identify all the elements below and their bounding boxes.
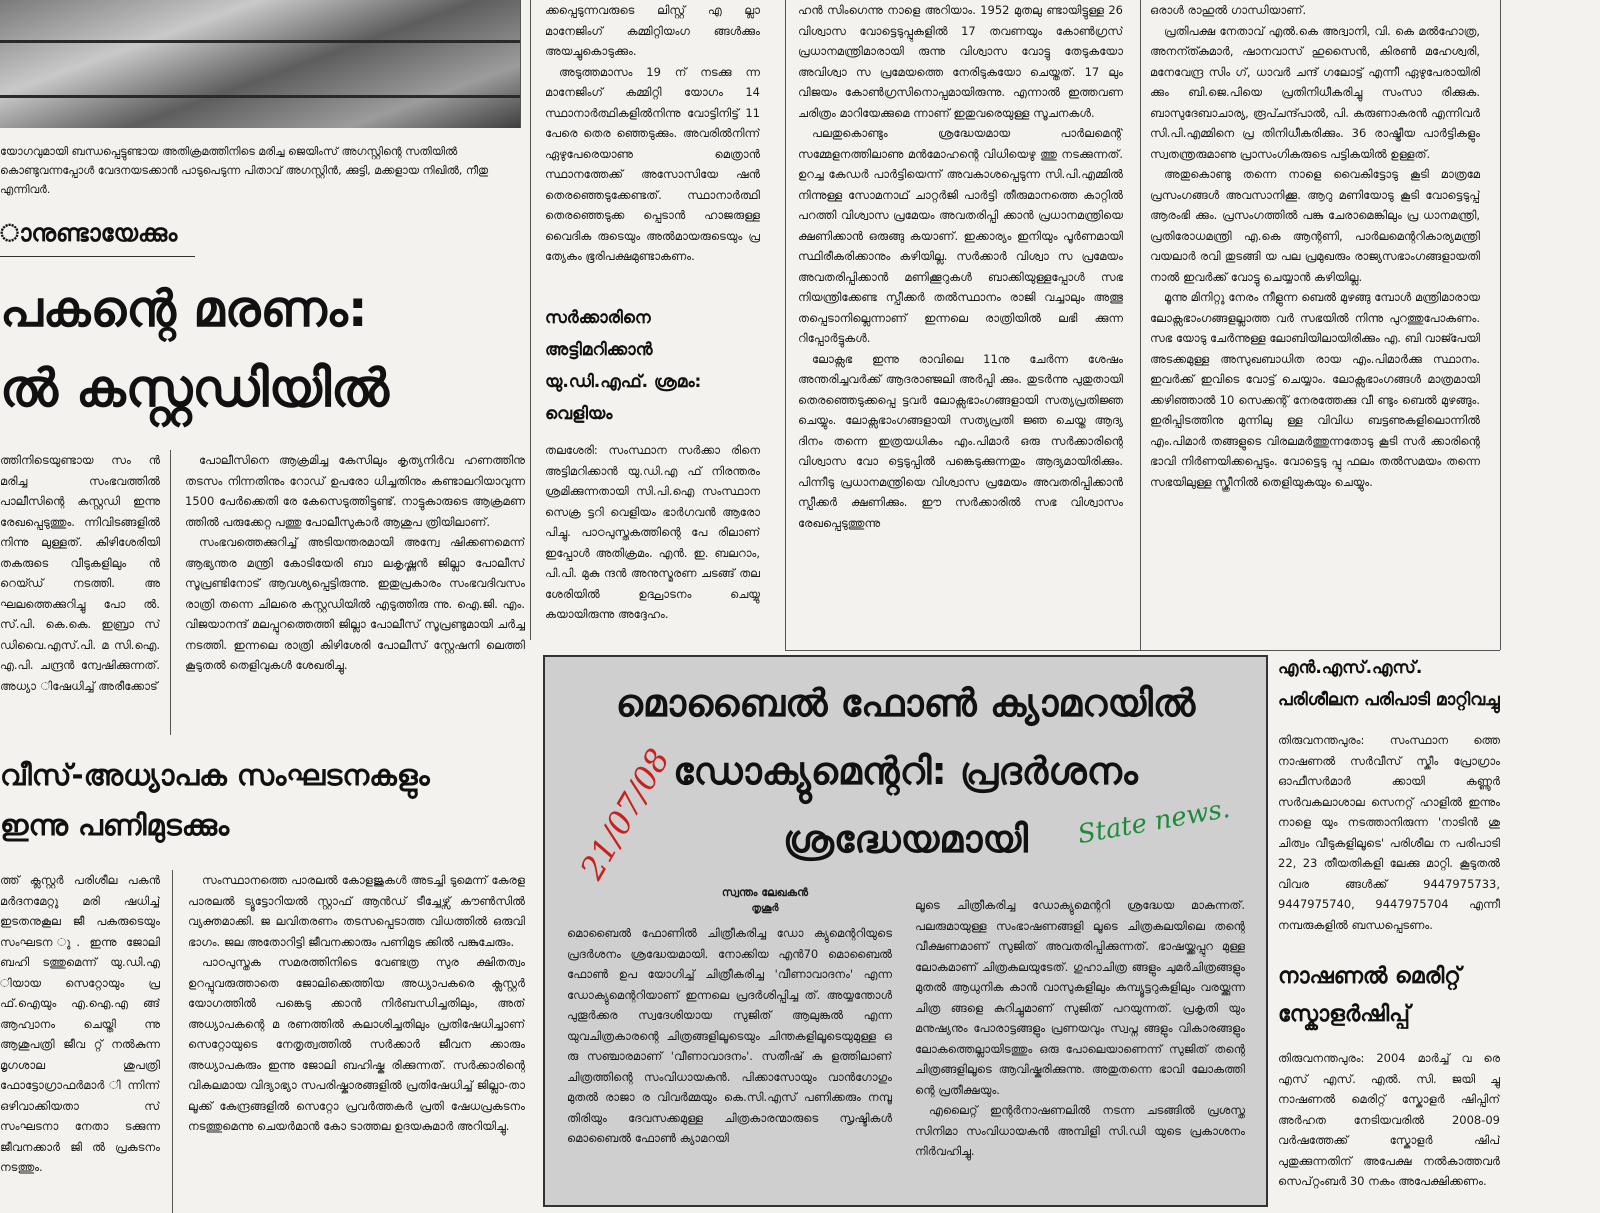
velliyam-headline: സർക്കാരിനെ അട്ടിമറിക്കാൻ യു.ഡി.എഫ്. ശ്രമം: വെളിയം bbox=[545, 308, 702, 424]
story-column: ക്കപ്പെടുന്നവരുടെ ലിസ്റ്റ് എ ല്ലാ മാനേജിംഗ് കമ്മിറ്റിയംഗ ങ്ങൾക്കും അയച്ചുകൊടുക്കും. അടുത്തമാസം 19 ന് നടക്കു ന്ന മാനേജിംഗ് കമ്മിറ്റി യോഗം 14 സ്ഥാനാർത്ഥികളിൽനിന്നു വോട്ടിനിട്ട് 11 പേരെ തെര ഞ്ഞെടുക്കും. അവരിൽനിന്ന് ഏഴുപേരെയാണു മെത്രാൻ സ്ഥാനത്തേക്ക് അസോസിയേ ഷൻ തെരഞ്ഞെടുക്കേണ്ടത്. സ്ഥാനാർത്ഥി തെരഞ്ഞെടുക്ക പ്പെടാൻ ഹാജരുള്ള വൈദിക രുടെയും അൽമായരുടെയും പ്ര ത്യേകം ഭൂരിപക്ഷമുണ്ടാകണം. bbox=[545, 3, 760, 263]
story-column: ഹൻ സിംഗെന്നു നാളെ അറിയാം. 1952 മുതലു ണ്ടായിട്ടുള്ള 26 വിശ്വാസ വോട്ടെടുപ്പുകളിൽ 17 തവണയും കോൺഗ്രസ് പ്രധാനമന്ത്രിമാരായി രുന്നു വിശ്വാസ വോട്ടു തേടുകയോ അവിശ്വാ സ പ്രമേയത്തെ നേരിടുകയോ ചെയ്തത്. 17 ലും വിജയം കോൺഗ്രസിനൊപ്പമായിരുന്നു. എന്നാൽ ഇത്തവണ ചരിത്രം മാറിയേക്കുമെ ന്നാണ് ഇതുവരെയുള്ള സൂചനകൾ. പലതുകൊണ്ടും ശ്രദ്ധേയമായ പാർലമെന്റ് സമ്മേളനത്തിലാണു മൻമോഹന്റെ വിധിയെഴു ത്തു നടക്കുന്നത്. ഉറച്ച കേഡർ പാർട്ടിയെന്ന് അവകാശപ്പെടുന്ന സി.പി.എമ്മിൽ നിന്നുള്ള സോമനാഥ് ചാറ്റർജി പാർട്ടി തീരുമാനത്തെ കാറ്റിൽ പറത്തി വിശ്വാസ പ്രമേയം അവതരിപ്പി ക്കാൻ പ്രധാനമന്ത്രിയെ ക്ഷണിക്കാൻ ഒരുങ്ങു കയാണ്. ഇക്കാര്യം ഇനിയും പൂർണമായി സ്ഥിരീകരിക്കാനും കഴിയില്ല. സർക്കാർ വിശ്വാ സ പ്രമേയം അവതരിപ്പിക്കാൻ മണിക്കൂറുകൾ ബാക്കിയുള്ളപ്പോൾ സഭ നിയന്ത്രിക്കേണ്ട സ്പീക്കർ തൽസ്ഥാനം രാജി വച്ചാലും അത്ഭു തപ്പെടാനില്ലെന്നാണ് ഇന്നലെ രാത്രിയിൽ ലഭി ക്കുന്ന റിപ്പോർട്ടുകൾ. ലോക്സഭ ഇന്നു രാവിലെ 11നു ചേർന്ന ശേഷം അന്തരിച്ചവർക്ക് ആദരാഞ്ജലി അർപ്പി ക്കും. തുടർന്നു പുതുതായി തെരഞ്ഞെടുക്കപ്പെ ട്ടവർ ലോക്സഭാംഗങ്ങളായി സത്യപ്രതിജ്ഞ ചെയ്യും. ലോക്സഭാംഗങ്ങളായി സത്യപ്രതി ജ്ഞ ചെയ്ത ആദ്യ ദിനം തന്നെ ഇത്രയധികം എം.പിമാർ ഒരു സർക്കാരിന്റെ വിശ്വാസ വോ ട്ടെടുപ്പിൽ പങ്കെടുക്കുന്നതും ആദ്യമായിരിക്കും. പിന്നീടു പ്രധാനമന്ത്രിയെ വിശ്വാസ പ്രമേയം അവതരിപ്പിക്കാൻ സ്പീക്കർ ക്ഷണിക്കും. ഈ സർക്കാരിൽ സഭ വിശ്വാസം രേഖപ്പെടുത്തുന്നു bbox=[798, 3, 1123, 530]
photo-caption: യോഗവുമായി ബന്ധപ്പെട്ടുണ്ടായ അതിക്രമത്തിനിടെ മരിച്ച ജെയിംസ് അഗസ്റ്റിന്റെ സതിയിൽ കൊണ്ടുവന്നപ്പോൾ വേദനയടക്കാൻ പാടുപെടുന്ന പിതാവ് അഗസ്റ്റിൻ, ക്കുട്ടി, മക്കളായ നിഖിൽ, നീതു എന്നിവർ. bbox=[0, 145, 489, 196]
story-column: തലശേരി: സംസ്ഥാന സർക്കാ രിനെ അട്ടിമറിക്കാൻ യു.ഡി.എ ഫ് നിരന്തരം ശ്രമിക്കുന്നതായി സി.പി.ഐ സംസ്ഥാന സെക്ര ട്ടറി വെളിയം ഭാർഗവൻ ആരോ പിച്ചു. പാഠപുസ്തകത്തിന്റെ പേ രിലാണ് ഇപ്പോൾ അതിക്രമം. എൻ. ഇ. ബലറാം, പി.പി. മുകു ന്ദൻ അനുസ്മരണ ചടങ്ങ് തല ശേരിയിൽ ഉദ്ഘാടനം ചെയ്യു കയായിരുന്നു അദ്ദേഹം. bbox=[545, 443, 760, 621]
strike-headline: വീസ്-അധ്യാപക സംഘടനകളും ഇന്നു പണിമുടക്കും bbox=[0, 758, 430, 842]
handwritten-note: State news. bbox=[1075, 793, 1233, 851]
story-column: ത്ത് ക്ലസ്റ്റർ പരിശീല പകൻ മർദനമേറ്റു മരി ഷധിച്ച് ഇടതനുകൂല ജീ പകരുടെയും സംഘടന ു. ഇന്നു ജോലി ബഹി ടത്തുമെന്ന് യു.ഡി.എ ിയായ സെറ്റോയും പ്ര ഫ്.ഐയും എ.ഐ.എ ങ്ങ് ആഹ്വാനം ചെയ്തി ന്നു ആശുപത്രി ജീവ റ്റ് നൽകുന്ന മൃഗശാല ശുപത്രി ഫോട്ടോഗ്രാഫർമാർ ിന്നിന്ന് ഒഴിവാക്കിയതാ സ് സംഘടനാ നേതാ ടക്കുന്ന ജീവനക്കാർ ജി ൽ പ്രകടനം നടത്തും. bbox=[0, 873, 160, 1174]
nss-headline: എൻ.എസ്.എസ്. പരിശീലന പരിപാടി മാറ്റിവച്ചു bbox=[1278, 658, 1500, 710]
story-column: പോലീസിനെ ആക്രമിച്ച കേസിലും കൃത്യനിർവ ഹണത്തിനു തടസം നിന്നതിനും റോഡ് ഉപരോ ധിച്ചതിനും കണ്ടാലറിയാവുന്ന 1500 പേർക്കെതി രേ കേസെടുത്തിട്ടുണ്ട്. നാട്ടുകാരുടെ ആക്രമണ ത്തിൽ പരുക്കേറ്റ പത്തു പോലീസുകാർ ആശുപ ത്രിയിലാണ്. സംഭവത്തെക്കുറിച്ച് അടിയന്തരമായി അന്വേ ഷിക്കണമെന്ന് ആഭ്യന്തര മന്ത്രി കോടിയേരി ബാ ലകൃഷ്ണൻ ജില്ലാ പോലീസ് സൂപ്രണ്ടിനോട് ആവശ്യപ്പെട്ടിരുന്നു. ഇതുപ്രകാരം സംഭവദിവസം രാത്രി തന്നെ ചിലരെ കസ്റ്റഡിയിൽ എടുത്തിരു ന്നു. ഐ.ജി. എം. വിജയാനന്ദ് മലപ്പുറത്തെത്തി ജില്ലാ പോലീസ് സൂപ്രണ്ടുമായി ചർച്ച നടത്തി. ഇന്നലെ രാത്രി കിഴിശേരി പോലീസ് സ്റ്റേഷനി ലെത്തി കൂടുതൽ തെളിവുകൾ ശേഖരിച്ചു. bbox=[185, 453, 525, 672]
boxed-headline: മൊബൈൽ ഫോൺ ക്യാമറയിൽ ഡോക്യുമെന്ററി: പ്രദർശനം ശ്രദ്ധേയമായി bbox=[615, 681, 1196, 861]
byline: സ്വന്തം ലേഖകൻ തൃശൂർ bbox=[721, 886, 809, 914]
story-column: തിരുവനന്തപുരം: 2004 മാർച്ച് വ രെ എസ് എസ്. എൽ. സി. ജയി ച്ചു നാഷണൽ മെരിറ്റ് സ്കോളർ ഷിപ്പിന് അർഹത നേടിയവരിൽ 2008-09 വർഷത്തേക്ക് സ്കോളർ ഷിപ് പുതുക്കുന്നതിന് അപേക്ഷ നൽകാത്തവർ സെപ്റ്റംബർ 30 നകം അപേക്ഷിക്കണം. bbox=[1278, 1051, 1500, 1188]
story-column: ലൂടെ ചിത്രീകരിച്ച ഡോക്യുമെന്ററി ശ്രദ്ധേയ മാകുന്നത്. പലരുമായുള്ള സംഭാഷണങ്ങളി ലൂടെ ചിത്രകലയിലെ തന്റെ വീക്ഷണമാണ് സുജിത് അവതരിപ്പിക്കുന്നത്. ഭാഷയ്ക്കപ്പുറ മുള്ള ലോകമാണ് ചിത്രകലയുടേത്. ഗുഹാചിത്ര ങ്ങളും ചുമർചിത്രങ്ങളും മുതൽ ആധുനിക കാൻ വാസുകളിലും കമ്പ്യൂട്ടറുകളിലും വരയ്ക്കുന്ന ചിത്ര ങ്ങളെ കുറിച്ചുമാണ് സുജിത് പറയുന്നത്. പ്രകൃതി യും മനുഷ്യനും പോരാട്ടങ്ങളും പ്രണയവും സ്വപ്ന ങ്ങളും വികാരങ്ങളും ലോകത്തെല്ലായിടത്തും ഒരു പോലെയാണെന്ന് സുജിത് തന്റെ ചിത്രങ്ങളിലൂടെ ആവിഷ്കരിക്കുന്നു. അതുതന്നെ ഭാവി ലോകത്തി ന്റെ പ്രതീക്ഷയും. എലൈറ്റ് ഇന്റർനാഷണലിൽ നടന്ന ചടങ്ങിൽ പ്രശസ്ത സിനിമാ സംവിധായകൻ അമ്പിളി സി.ഡി യുടെ പ്രകാശനം നിർവഹിച്ചു. bbox=[915, 898, 1245, 1158]
news-photo bbox=[0, 0, 520, 128]
handwritten-date: 21/07/08 bbox=[572, 742, 678, 886]
story-column: സംസ്ഥാനത്തെ പാരലൽ കോളജുകൾ അടച്ചി ടുമെന്ന് കേരള പാരലൽ ട്യൂട്ടോറിയൽ സ്റ്റാഫ് ആൻഡ് ടീച്ചേഴ്സ് കൗൺസിൽ വ്യക്തമാക്കി. ജ ലവിതരണം തടസപ്പെടാത്ത വിധത്തിൽ ഒരുവി ഭാഗം. ജല അതോറിട്ടി ജീവനക്കാരും പണിമുട ക്കിൽ പങ്കുചേരും. പാഠപുസ്തക സമരത്തിനിടെ വേണ്ടത്ര സുര ക്ഷിതത്വം ഉറപ്പുവരുത്താതെ ജോലിക്കെത്തിയ അധ്യാപകരെ ക്ലസ്റ്റർ യോഗത്തിൽ പങ്കെടു ക്കാൻ നിർബന്ധിച്ചതിലും, അത് അധ്യാപകന്റെ മ രണത്തിൽ കലാശിച്ചതിലും പ്രതിഷേധിച്ചാണ് സെറ്റോയുടെ നേതൃത്വത്തിൽ സർക്കാർ ജീവന ക്കാരും അധ്യാപകരും ഇന്നു ജോലി ബഹിഷ്ക രിക്കുന്നത്. സർക്കാരിന്റെ വികലമായ വിദ്യാഭ്യാ സപരിഷ്കാരങ്ങളിൽ പ്രതിഷേധിച്ച് ജില്ലാ-താ ലൂക്ക് കേന്ദ്രങ്ങളിൽ സെറ്റോ പ്രവർത്തകർ പ്രതി ഷേധപ്രകടനം നടത്തുമെന്നു ചെയർമാൻ കോ ടാത്തല ഉദയകുമാർ അറിയിച്ചു. bbox=[188, 873, 525, 1133]
story-column: തിരുവനന്തപുരം: സംസ്ഥാന ത്തെ നാഷണൽ സർവീസ് സ്കീം പ്രോഗ്രാം ഓഫീസർമാർ ക്കായി കണ്ണൂർ സർവകലാശാല സെനറ്റ് ഹാളിൽ ഇന്നും നാളെ യും നടത്താനിരുന്ന 'നാടിൻ ശു ചിത്വം വീടുകളിലൂടെ' പരിശീല ന പരിപാടി 22, 23 തീയതികളി ലേക്കു മാറ്റി. കൂടുതൽ വിവര ങ്ങൾക്ക് 9447975733, 9447975740, 9447975704 എന്നീ നമ്പരുകളിൽ ബന്ധപ്പെടണം. bbox=[1278, 733, 1500, 932]
boxed-story bbox=[543, 655, 1268, 1207]
scholarship-headline: നാഷണൽ മെരിറ്റ് സ്കോളർഷിപ്പ് bbox=[1278, 964, 1461, 1027]
main-headline: പകന്റെ മരണം: ൽ കസ്റ്റഡിയിൽ bbox=[0, 280, 389, 419]
story-column: മൊബൈൽ ഫോണിൽ ചിത്രീകരിച്ച ഡോ ക്യുമെന്ററിയുടെ പ്രദർശനം ശ്രദ്ധേയമായി. നോക്കിയ എൻ70 മൊബൈൽ ഫോൺ ഉപ യോഗിച്ച് ചിത്രീകരിച്ച 'വീണാവാദനം' എന്ന ഡോക്യുമെന്ററിയാണ് ഇന്നലെ പ്രദർശിപ്പിച്ച ത്. അയ്യന്തോൾ പുതൂർക്കര സ്വദേശിയായ സുജിത് ആലുങ്കൽ എന്ന യുവചിത്രകാരന്റെ ചിത്രങ്ങളിലൂടെയും ചിന്തകളിലൂടെയുമുള്ള ഒ രു സഞ്ചാരമാണ് 'വീണാവാദനം'. സതീഷ് ക ളത്തിലാണ് ചിത്രത്തിന്റെ സംവിധായകൻ. പിക്കാസോയും വാൻഗോഗും മുതൽ രാജാ ര വിവർമ്മയും കെ.സി.എസ് പണിക്കരും നമ്പൂ തിരിയും ദേവസക്കമുള്ള ചിത്രകാരന്മാരുടെ സൃഷ്ടികൾ മൊബൈൽ ഫോൺ ക്യാമറയി bbox=[567, 926, 892, 1145]
headline-kicker: ാനുണ്ടായേക്കും bbox=[0, 219, 178, 247]
story-column: ത്തിനിടെയുണ്ടായ സം ൻ മരിച്ച സംഭവത്തിൽ പാലീസിന്റെ കസ്റ്റഡി ഇന്നു രേഖപ്പെടുത്തും. ന്നിവിടങ്ങളിൽ നിന്നു ലുള്ളത്. കിഴിശേരിയി തകരുടെ വീടുകളിലും ൻ റെയ്ഡ് നടത്തി. അ ഘലത്തെക്കുറിച്ചു പോ ൽ. സ്.പി. കെ.കെ. ഇബ്രാ സ് ഡിവൈ.എസ്.പി. മ സി.ഐ. എ.പി. ചന്ദ്രൻ ന്വേഷിക്കുന്നത്. അധ്യാ ിഷേധിച്ച് അരീക്കോട് bbox=[0, 453, 160, 693]
story-column: ഒരാൾ രാഹുൽ ഗാന്ധിയാണ്. പ്രതിപക്ഷ നേതാവ് എൽ.കെ അദ്വാനി, വി. കെ മൽഹോത്ര, അനന്ത്കുമാർ, ഷാനവാസ് ഹുസൈൻ, കിരൺ മഹേശ്വരി, മനേവേന്ദ്ര സിം ഗ്, ധാവർ ചന്ദ് ഗലോട്ട് എന്നീ ഏഴുപേരായിരി ക്കും ബി.ജെ.പിയെ പ്രതിനിധീകരിച്ചു സംസാ രിക്കുക. ബാസുദേബാചാര്യ, രൂപ്ചന്ദ്പാൽ, പി. കരുണാകരൻ എന്നിവർ സി.പി.എമ്മിനെ പ്ര തിനിധീകരിക്കും. 36 രാഷ്ട്രീയ പാർട്ടികളും സ്വതന്ത്രരുമാണു പ്രാസംഗികരുടെ പട്ടികയിൽ ഉള്ളത്. അതുകൊണ്ടു തന്നെ നാളെ വൈകിട്ടോടു കൂടി മാത്രമേ പ്രസംഗങ്ങൾ അവസാനിക്കൂ. ആറു മണിയോടു കൂടി വോട്ടെടുപ്പ് ആരംഭി ക്കും. പ്രസംഗത്തിൽ പങ്കു ചേരാമെങ്കിലും പ്ര ധാനമന്ത്രി, പ്രതിരോധമന്ത്രി എ.കെ ആന്റണി, പാർലമെന്ററികാര്യമന്ത്രി വയലാർ രവി തുടങ്ങി യ പല പ്രമുഖരും രാജ്യസഭാംഗങ്ങളായതി നാൽ ഇവർക്ക് വോട്ടു ചെയ്യാൻ കഴിയില്ല. മൂന്നു മിനിറ്റു നേരം നീളുന്ന ബെൽ മുഴങ്ങു മ്പോൾ മന്ത്രിമാരായ ലോക്സഭാംഗങ്ങളല്ലാത്ത വർ സഭയിൽ നിന്നു പുറത്തുപോകണം. സഭ യോടു ചേർന്നുള്ള ലോബിയിലായിരിക്കും എ. ബി വാജ്പേയി അടക്കമുള്ള അസുഖബാധിത രായ എം.പിമാർക്കു സ്ഥാനം. ഇവർക്ക് ഇവിടെ വോട്ട് ചെയ്യാം. ലോക്സഭാംഗങ്ങൾ മാത്രമായി ക്കഴിഞ്ഞാൽ 10 സെക്കന്റ് നേരത്തേക്കു വീ ണ്ടും ബെൽ മുഴങ്ങും. ഇരിപ്പിടത്തിനു മുന്നിലു ള്ള വിവിധ ബട്ടണുകളിലൊന്നിൽ എം.പിമാർ തങ്ങളുടെ വിരലമർത്തുന്നതോടു കൂടി സർ ക്കാരിന്റെ ഭാവി നിർണയിക്കപ്പെടും. വോട്ടെടു പ്പു ഫലം തൽസമയം തന്നെ സഭയിലുള്ള സ്ക്രീനിൽ തെളിയുകയും ചെയ്യും. bbox=[1150, 3, 1480, 489]
